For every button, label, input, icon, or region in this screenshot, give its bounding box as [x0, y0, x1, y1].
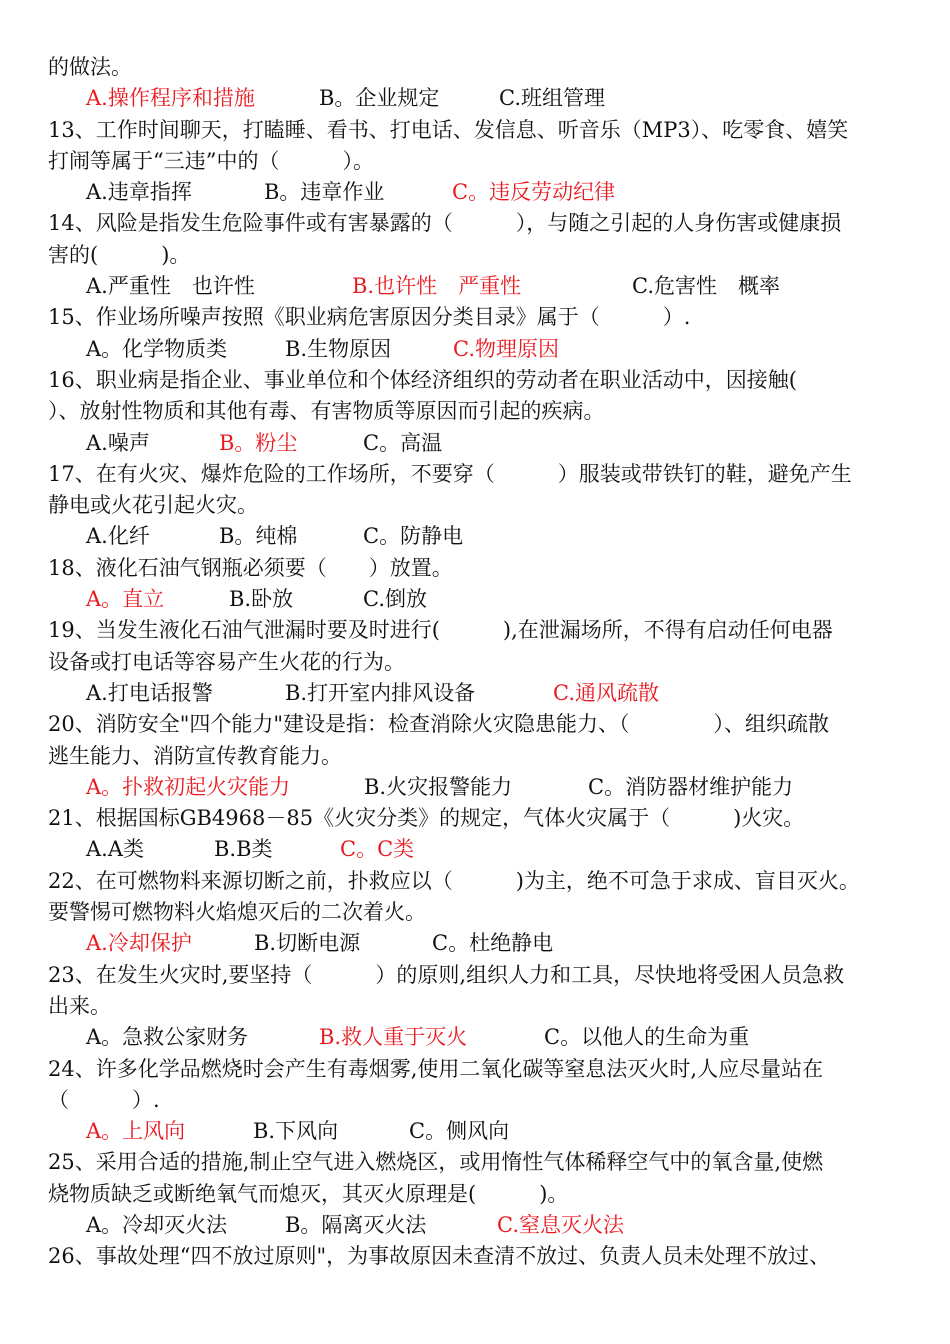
answer-options — [48, 521, 910, 552]
question-line: 17、在有火灾、爆炸危险的工作场所，不要穿（ ）服装或带铁钉的鞋，避免产生 — [48, 461, 852, 486]
correct-option: C。C类 — [340, 837, 415, 862]
correct-option: A.操作程序和措施 — [86, 86, 255, 111]
option: A.化纤 — [86, 524, 150, 549]
correct-option: B。粉尘 — [219, 430, 298, 455]
option: C。高温 — [363, 430, 443, 455]
option: C。侧风向 — [409, 1119, 510, 1144]
question-line: 设备或打电话等容易产生火花的行为。 — [48, 649, 405, 674]
question-line: 20、消防安全"四个能力"建设是指：检查消除火灾隐患能力、（ ）、组织疏散 — [48, 712, 830, 737]
question-line: 24、许多化学品燃烧时会产生有毒烟雾,使用二氧化碳等窒息法灭火时,人应尽量站在 — [48, 1056, 824, 1081]
option: A.违章指挥 — [86, 180, 192, 205]
question-line: 14、风险是指发生危险事件或有害暴露的（ ），与随之引起的人身伤害或健康损 — [48, 211, 842, 236]
option: B.卧放 — [229, 587, 294, 612]
correct-option: C。违反劳动纪律 — [452, 180, 616, 205]
answer-options — [48, 1022, 910, 1053]
question-line: 16、职业病是指企业、事业单位和个体经济组织的劳动者在职业活动中，因接触( — [48, 367, 797, 392]
answer-options — [48, 584, 910, 615]
option: A.严重性 也许性 — [86, 274, 255, 299]
option: B.切断电源 — [254, 931, 361, 956]
option: A.噪声 — [86, 430, 150, 455]
correct-option: A.冷却保护 — [86, 931, 192, 956]
answer-options — [48, 678, 910, 709]
answer-options — [48, 334, 910, 365]
option: C.危害性 概率 — [632, 274, 780, 299]
option: A.打电话报警 — [86, 680, 213, 705]
option: A.A类 — [86, 837, 145, 862]
answer-options — [48, 928, 910, 959]
answer-options — [48, 177, 910, 208]
correct-option: A。直立 — [86, 587, 165, 612]
answer-options — [48, 428, 910, 459]
option: A。急救公家财务 — [86, 1025, 249, 1050]
answer-options — [48, 1116, 910, 1147]
correct-option: C.物理原因 — [453, 336, 559, 361]
option: B。纯棉 — [219, 524, 298, 549]
option: B.火灾报警能力 — [364, 774, 513, 799]
option: B。违章作业 — [264, 180, 385, 205]
option: C。杜绝静电 — [432, 931, 554, 956]
correct-option: A。扑救初起火灾能力 — [86, 774, 291, 799]
option: C。消防器材维护能力 — [588, 774, 794, 799]
answer-options — [48, 271, 910, 302]
question-line: 26、事故处理“四不放过原则"，为事故原因未查清不放过、负责人员未处理不放过、 — [48, 1244, 831, 1269]
question-line: ）、放射性物质和其他有毒、有害物质等原因而引起的疾病。 — [48, 399, 605, 424]
question-line: 出来。 — [48, 993, 111, 1018]
correct-option: A。上风向 — [86, 1119, 186, 1144]
option: B.打开室内排风设备 — [285, 680, 476, 705]
question-line: 22、在可燃物料来源切断之前，扑救应以（ )为主，绝不可急于求成、盲目灭火。 — [48, 868, 860, 893]
question-line: 静电或火花引起火灾。 — [48, 493, 258, 518]
question-line: 19、当发生液化石油气泄漏时要及时进行( ),在泄漏场所，不得有启动任何电器 — [48, 618, 833, 643]
correct-option: B.救人重于灭火 — [319, 1025, 468, 1050]
correct-option: B.也许性 严重性 — [352, 274, 522, 299]
correct-option: C.通风疏散 — [553, 680, 659, 705]
option: B.生物原因 — [285, 336, 392, 361]
question-line: 18、液化石油气钢瓶必须要（ ）放置。 — [48, 555, 453, 580]
option: A。冷却灭火法 — [86, 1212, 228, 1237]
option: C。防静电 — [363, 524, 464, 549]
option: B。企业规定 — [319, 86, 440, 111]
answer-options — [48, 1210, 910, 1241]
answer-options — [48, 83, 910, 114]
question-line: 打闹等属于“三违”中的（ ）。 — [48, 148, 374, 173]
option: A。化学物质类 — [86, 336, 228, 361]
question-line: （ ）. — [48, 1087, 160, 1112]
question-line: 13、工作时间聊天，打瞌睡、看书、打电话、发信息、听音乐（MP3）、吃零食、嬉笑 — [48, 117, 849, 142]
option: B.下风向 — [253, 1119, 339, 1144]
question-line: 害的( )。 — [48, 242, 191, 267]
question-line: 要警惕可燃物料火焰熄灭后的二次着火。 — [48, 900, 426, 925]
question-line: 的做法。 — [48, 55, 132, 79]
question-line: 23、在发生火灾时,要坚持（ ）的原则,组织人力和工具，尽快地将受困人员急救 — [48, 962, 845, 987]
option: C。以他人的生命为重 — [544, 1025, 750, 1050]
option: C.班组管理 — [499, 86, 605, 111]
question-line: 逃生能力、消防宣传教育能力。 — [48, 743, 342, 768]
correct-option: C.窒息灭火法 — [497, 1212, 624, 1237]
question-line: 21、根据国标GB4968－85《火灾分类》的规定，气体火灾属于（ )火灾。 — [48, 806, 805, 831]
answer-options — [48, 834, 910, 865]
question-line: 25、采用合适的措施,制止空气进入燃烧区，或用惰性气体稀释空气中的氧含量,使燃 — [48, 1150, 824, 1175]
option: B.B类 — [214, 837, 273, 862]
question-line: 烧物质缺乏或断绝氧气而熄灭，其灭火原理是( )。 — [48, 1181, 569, 1206]
option: B。隔离灭火法 — [285, 1212, 427, 1237]
question-line: 15、作业场所噪声按照《职业病危害原因分类目录》属于（ ）. — [48, 305, 691, 330]
answer-options — [48, 772, 910, 803]
option: C.倒放 — [363, 587, 427, 612]
